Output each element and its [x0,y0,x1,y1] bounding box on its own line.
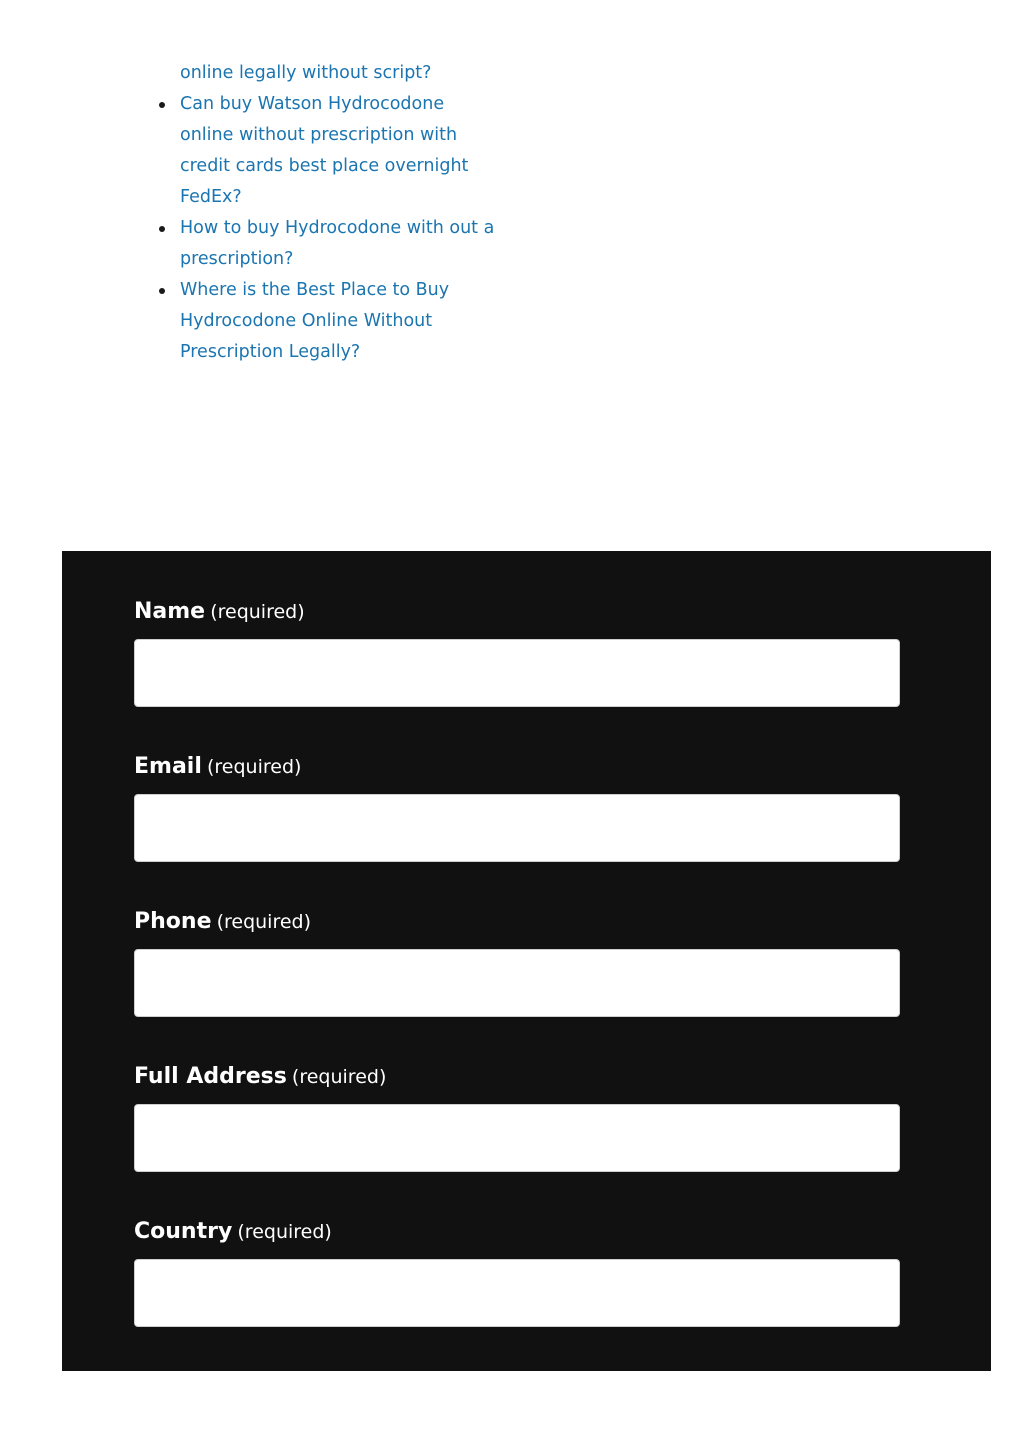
link-buy-without-prescription[interactable]: How to buy Hydrocodone with out a prescription? [180,218,495,269]
list-item [180,89,500,213]
country-field-group [134,1218,900,1327]
phone-label-text: Phone [134,909,212,934]
list-item [180,213,500,275]
email-field-group [134,753,900,862]
email-label-text: Email [134,754,202,779]
address-input[interactable] [134,1104,900,1172]
name-label-text: Name [134,599,206,624]
address-label [134,1063,900,1103]
required-note: (required) [206,756,302,778]
link-watson-hydrocodone[interactable]: Can buy Watson Hydrocodone online without prescription with credit cards best place overnight FedEx? [180,94,469,207]
phone-label [134,908,900,948]
email-label [134,753,900,793]
required-note: (required) [291,1066,387,1088]
address-field-group [134,1063,900,1172]
link-best-place-to-buy[interactable]: Where is the Best Place to Buy Hydrocodone Online Without Prescription Legally? [180,280,450,362]
name-field-group [134,598,900,707]
country-label-text: Country [134,1219,233,1244]
country-input[interactable] [134,1259,900,1327]
phone-field-group [134,908,900,1017]
address-label-text: Full Address [134,1064,287,1089]
country-label [134,1218,900,1258]
related-links-list [140,58,500,368]
phone-input[interactable] [134,949,900,1017]
list-item [180,58,500,89]
name-input[interactable] [134,639,900,707]
contact-form [62,551,991,1371]
required-note: (required) [216,911,312,933]
link-legally-without-script[interactable]: online legally without script? [180,63,432,83]
required-note: (required) [237,1221,332,1243]
name-label [134,598,900,638]
email-input[interactable] [134,794,900,862]
required-note: (required) [210,601,305,623]
list-item [180,275,500,368]
